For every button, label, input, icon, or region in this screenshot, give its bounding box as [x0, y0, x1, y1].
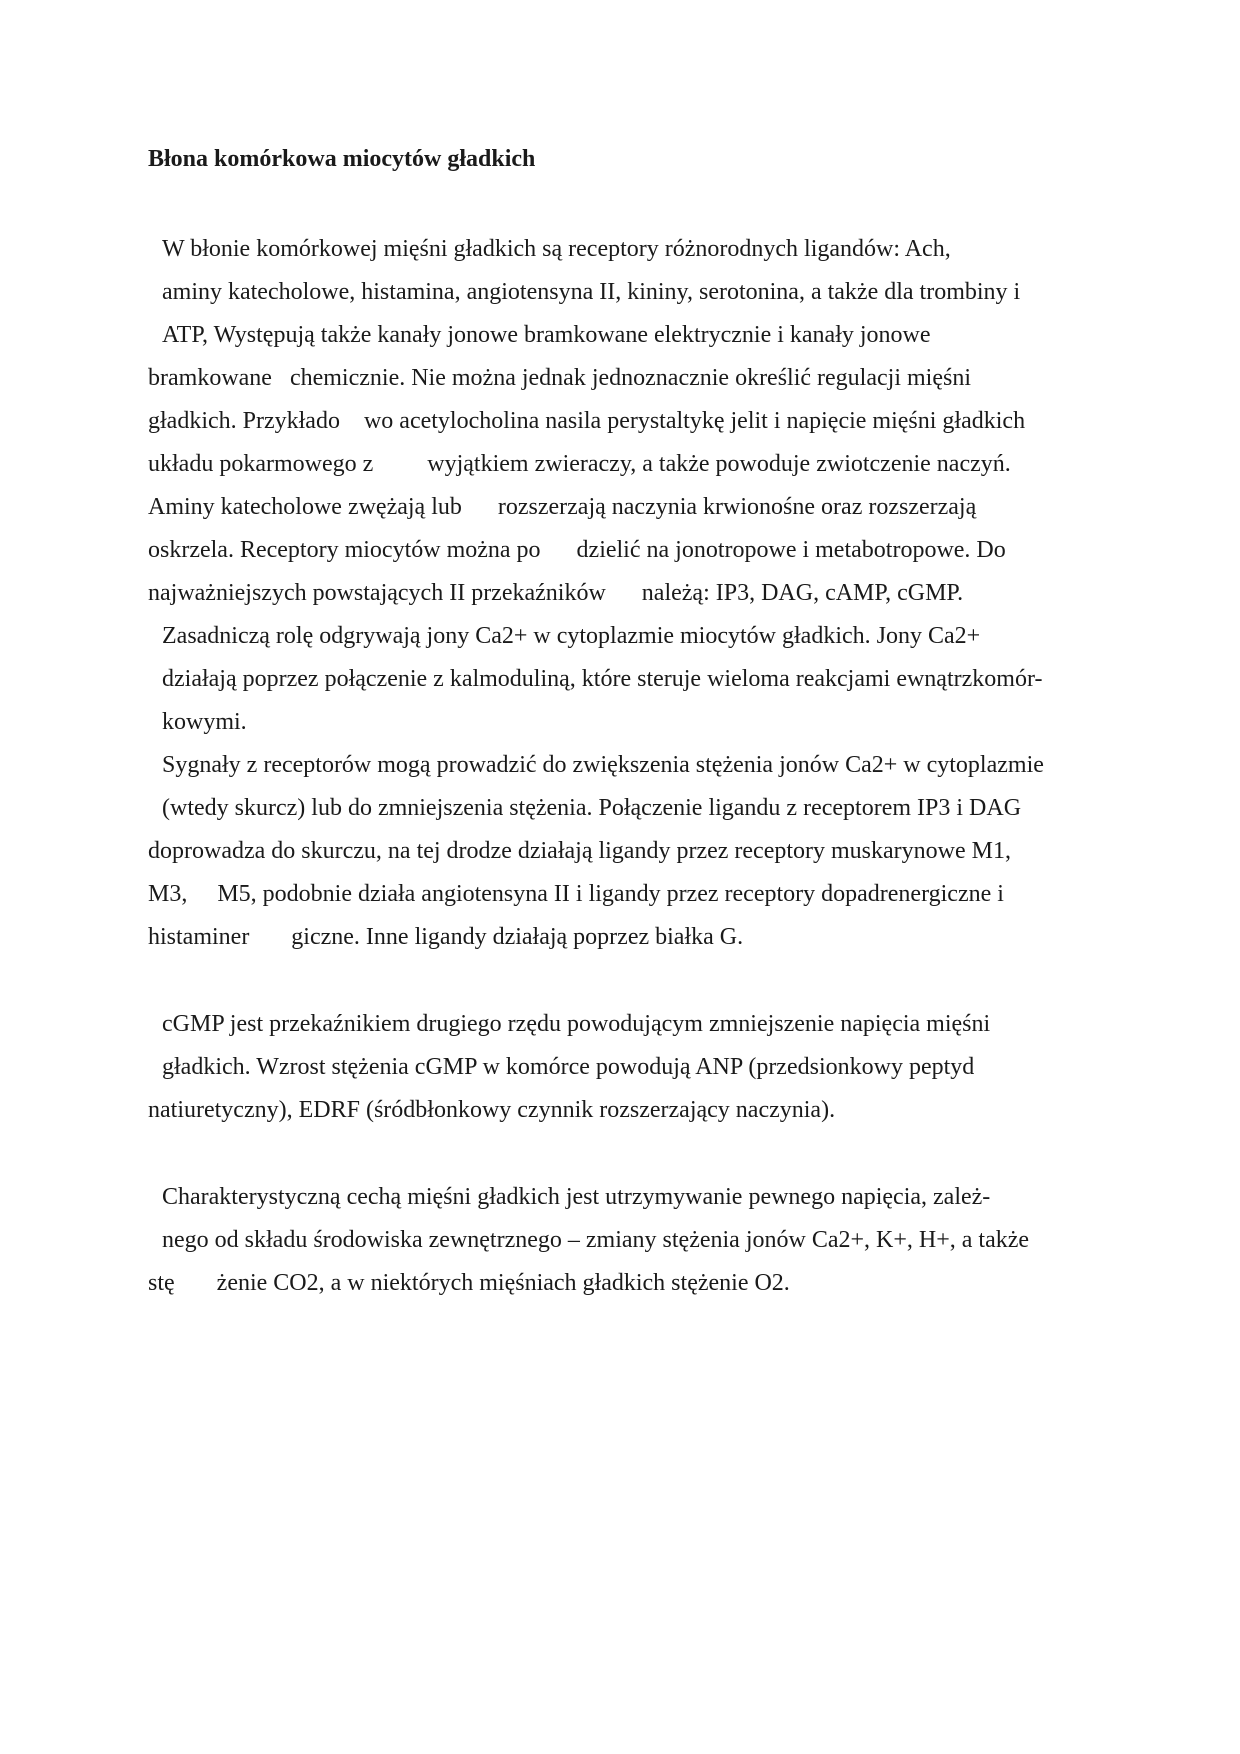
paragraph-line: Charakterystyczną cechą mięśni gładkich jest utrzymywanie pewnego napięcia, zależ-	[162, 1184, 991, 1210]
paragraph-line: bramkowane chemicznie. Nie można jednak jednoznacznie określić regulacji mięśni	[148, 365, 971, 391]
paragraph-line: (wtedy skurcz) lub do zmniejszenia stężenia. Połączenie ligandu z receptorem IP3 i DAG	[162, 795, 1022, 821]
paragraph-line: Sygnały z receptorów mogą prowadzić do zwiększenia stężenia jonów Ca2+ w cytoplazmie	[162, 752, 1044, 778]
paragraph-line: stę żenie CO2, a w niektórych mięśniach gładkich stężenie O2.	[148, 1270, 790, 1296]
paragraph-line: Aminy katecholowe zwężają lub rozszerzają naczynia krwionośne oraz rozszerzają	[148, 494, 977, 520]
paragraph-line: Zasadniczą rolę odgrywają jony Ca2+ w cytoplazmie miocytów gładkich. Jony Ca2+	[162, 623, 981, 649]
paragraph-line: cGMP jest przekaźnikiem drugiego rzędu powodującym zmniejszenie napięcia mięśni	[162, 1011, 991, 1037]
paragraph-line: W błonie komórkowej mięśni gładkich są receptory różnorodnych ligandów: Ach,	[162, 236, 951, 262]
paragraph-line: kowymi.	[162, 709, 247, 735]
paragraph-line: gładkich. Wzrost stężenia cGMP w komórce powodują ANP (przedsionkowy peptyd	[162, 1054, 975, 1080]
paragraph-line: natiuretyczny), EDRF (śródbłonkowy czynnik rozszerzający naczynia).	[148, 1097, 836, 1123]
paragraph-line: histaminer giczne. Inne ligandy działają poprzez białka G.	[148, 924, 744, 950]
paragraph-line: układu pokarmowego z wyjątkiem zwieraczy, a także powoduje zwiotczenie naczyń.	[148, 451, 1011, 477]
paragraph-line: działają poprzez połączenie z kalmoduliną, które steruje wieloma reakcjami ewnątrzkomór-	[162, 666, 1043, 692]
paragraph-line: aminy katecholowe, histamina, angiotensyna II, kininy, serotonina, a także dla trombiny i	[162, 279, 1021, 305]
paragraph-line: doprowadza do skurczu, na tej drodze działają ligandy przez receptory muskarynowe M1,	[148, 838, 1011, 864]
paragraph-line: najważniejszych powstających II przekaźników należą: IP3, DAG, cAMP, cGMP.	[148, 580, 964, 606]
paragraph-line: gładkich. Przykłado wo acetylocholina nasila perystaltykę jelit i napięcie mięśni gładkich	[148, 408, 1026, 434]
document-title: Błona komórkowa miocytów gładkich	[148, 146, 536, 172]
paragraph-line: ATP, Występują także kanały jonowe bramkowane elektrycznie i kanały jonowe	[162, 322, 931, 348]
paragraph-line: M3, M5, podobnie działa angiotensyna II i ligandy przez receptory dopadrenergiczne i	[148, 881, 1004, 907]
paragraph-line: oskrzela. Receptory miocytów można po dzielić na jonotropowe i metabotropowe. Do	[148, 537, 1006, 563]
paragraph-line: nego od składu środowiska zewnętrznego – zmiany stężenia jonów Ca2+, K+, H+, a także	[162, 1227, 1030, 1253]
